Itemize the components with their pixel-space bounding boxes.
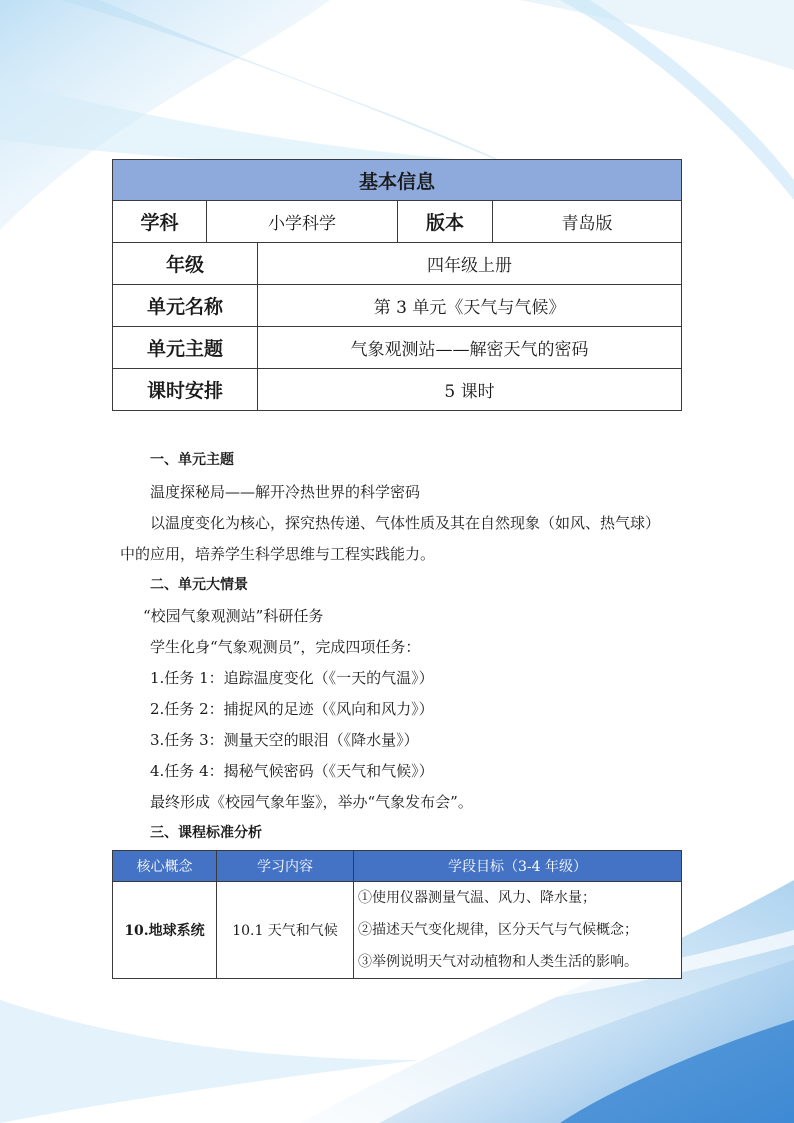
subject-value: 小学科学 (207, 201, 398, 243)
header-stage-goal: 学段目标（3-4 年级） (354, 851, 682, 882)
task-item-1: 1.任务 1：追踪温度变化（《一天的气温》） (150, 669, 434, 687)
curriculum-standards-table (112, 850, 682, 979)
section2-intro: 学生化身“气象观测员”，完成四项任务： (150, 638, 421, 656)
basic-info-title: 基本信息 (113, 160, 682, 201)
learning-content-cell: 10.1 天气和气候 (217, 882, 354, 979)
unit-theme-label: 单元主题 (113, 327, 258, 369)
unit-name-value: 第 3 单元《天气与气候》 (258, 285, 682, 327)
task-item-4: 4.任务 4：揭秘气候密码（《天气和气候》） (150, 762, 434, 780)
grade-value: 四年级上册 (258, 243, 682, 285)
section3-heading: 三、课程标准分析 (150, 825, 262, 841)
lessons-value: 5 课时 (258, 369, 682, 411)
section1-heading: 一、单元主题 (150, 452, 234, 468)
section2-task-title: “校园气象观测站”科研任务 (143, 607, 324, 625)
section1-desc-line2: 中的应用，培养学生科学思维与工程实践能力。 (120, 545, 436, 563)
goal-item-2: ②描述天气变化规律，区分天气与气候概念； (358, 922, 638, 938)
edition-label: 版本 (398, 201, 493, 243)
edition-value: 青岛版 (493, 201, 682, 243)
unit-theme-value: 气象观测站——解密天气的密码 (258, 327, 682, 369)
task-item-2: 2.任务 2：捕捉风的足迹（《风向和风力》） (150, 700, 434, 718)
section2-outcome: 最终形成《校园气象年鉴》，举办“气象发布会”。 (150, 793, 473, 811)
section1-theme: 温度探秘局——解开冷热世界的科学密码 (150, 483, 421, 501)
basic-info-table (112, 159, 682, 411)
header-core-concept: 核心概念 (113, 851, 217, 882)
goal-item-1: ①使用仪器测量气温、风力、降水量； (358, 890, 596, 906)
task-item-3: 3.任务 3：测量天空的眼泪（《降水量》） (150, 731, 419, 749)
subject-label: 学科 (113, 201, 207, 243)
stage-goal-cell (354, 882, 682, 979)
unit-name-label: 单元名称 (113, 285, 258, 327)
section2-heading: 二、单元大情景 (150, 577, 248, 593)
grade-label: 年级 (113, 243, 258, 285)
section1-desc-line1: 以温度变化为核心，探究热传递、气体性质及其在自然现象（如风、热气球） (150, 514, 661, 532)
header-learning-content: 学习内容 (217, 851, 354, 882)
lessons-label: 课时安排 (113, 369, 258, 411)
goal-item-3: ③举例说明天气对动植物和人类生活的影响。 (358, 954, 638, 970)
core-concept-cell: 10.地球系统 (113, 882, 217, 979)
